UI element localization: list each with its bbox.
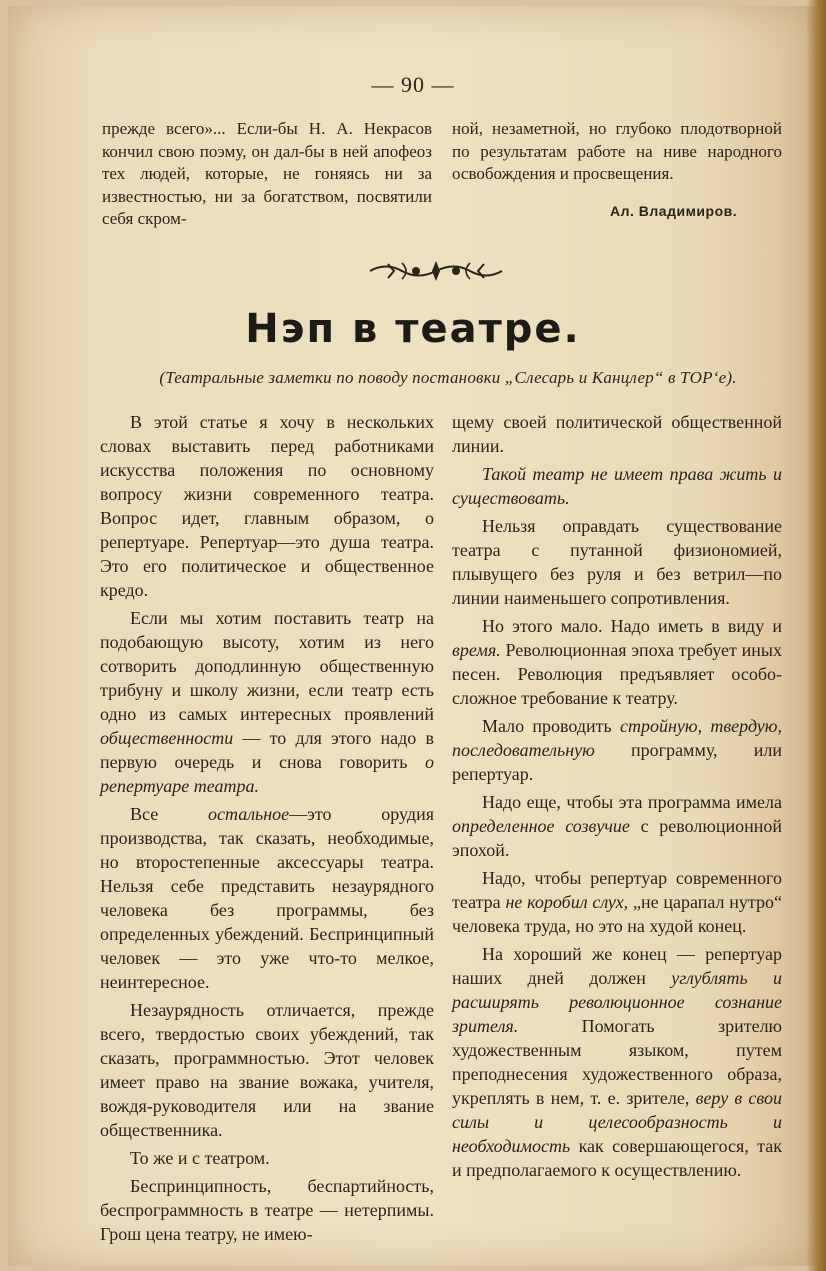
- paragraph: [452, 866, 782, 938]
- emphasis: общественности: [100, 728, 234, 748]
- author-signature: Ал. Владимиров.: [610, 203, 738, 219]
- paragraph: В этой статье я хочу в нескольких словах выставить перед работниками искусства положения по основному вопросу жизни современного театра. Вопрос идет, главным образом, о репертуаре. Репертуар—это душа театра. Это его политическое и общественное кредо.: [100, 412, 434, 600]
- text-run: с революционной эпохой.: [452, 816, 783, 860]
- text-run: Но этого мало. Надо иметь в виду и: [482, 616, 782, 636]
- page-edge: [806, 0, 826, 1271]
- paragraph: То же и с театром.: [130, 1148, 270, 1168]
- floral-divider-icon: [366, 258, 506, 284]
- text-run: Все: [130, 804, 208, 824]
- paragraph: Нельзя оправдать существование театра с путанной физиономией, плывущего без руля и без ветрил—по линии наименьшего сопротивления.: [452, 516, 782, 608]
- article-left-column: [100, 410, 434, 1250]
- text-run: Революционная эпоха требует иных песен. Революция предъявляет особо-сложное требование к театру.: [452, 640, 782, 708]
- text-run: Если мы хотим поставить театр на подобающую высоту, хотим из него сотворить доподлинную общественную трибуну и школу жизни, если театр есть одно из самых интересных проявлений: [100, 608, 434, 724]
- paragraph: [452, 790, 782, 862]
- text-run: как совершающегося, так и предполагаемого к осуществлению.: [452, 1136, 782, 1180]
- paragraph: [452, 942, 782, 1182]
- emphasis: веру в свои силы и целесообразность и необходимость: [452, 1088, 782, 1156]
- text-run: — то для этого надо в первую очередь и снова говорить: [100, 728, 434, 772]
- emphasis: о репертуаре театра.: [100, 752, 434, 796]
- emphasis: не коробил слух,: [505, 892, 629, 912]
- text-run: На хороший же конец — репертуар наших дней должен: [452, 944, 782, 988]
- top-left-column: [102, 118, 432, 231]
- paragraph: Незаурядность отличается, прежде всего, твердостью своих убеждений, так сказать, программностью. Этот человек имеет право на звание вожака, учителя, вождя-руководителя или на звание общественника.: [100, 1000, 434, 1140]
- paragraph: щему своей политической общественной линии.: [452, 412, 782, 456]
- top-left-text: прежде всего»... Если-бы Н. А. Некрасов кончил свою поэму, он дал-бы в ней апофеоз тех людей, которые, не гоняясь ни за известностью, ни за богатством, посвятили себя скром-: [102, 119, 432, 228]
- paragraph: [452, 614, 782, 710]
- emphasis: определенное созвучие: [452, 816, 630, 836]
- emphasis: стройную, твердую, последовательную: [452, 716, 782, 760]
- paragraph: Беспринципность, беспартийность, беспрограммность в театре — нетерпимы. Грош цена театру, не имею-: [100, 1176, 434, 1244]
- article-subtitle: (Театральные заметки по поводу постановки „Слесарь и Канцлер“ в ТОР‘е).: [159, 368, 737, 387]
- text-run: Мало проводить: [482, 716, 621, 736]
- text-run: Помогать зрителю художественным языком, путем преподнесения художественного образа, укреплять в нем, т. е. зрителе,: [452, 1016, 782, 1108]
- emphasis: остальное: [207, 804, 290, 824]
- text-run: Надо еще, чтобы эта программа имела: [482, 792, 782, 812]
- paragraph: [452, 714, 782, 786]
- text-run: „не царапал нутро“ человека труда, но это на худой конец.: [452, 892, 782, 936]
- top-right-text: ной, незаметной, но глубоко плодотворной по результатам работе на ниве народного освобождения и просвещения.: [452, 119, 782, 183]
- paragraph: Такой театр не имеет права жить и существовать.: [452, 464, 782, 508]
- text-run: программу, или репертуар.: [452, 740, 782, 784]
- text-run: —это орудия производства, так сказать, необходимые, но второстепенные аксессуары театра. Нельзя себе представить незаурядного человека без программы, без определенных убеждений. Беспринципный человек — это уже что-то мелкое, неинтересное.: [100, 804, 434, 992]
- emphasis: углублять и расширять революционное сознание зрителя.: [452, 968, 782, 1036]
- paragraph: [100, 606, 434, 798]
- article-right-column: [452, 410, 782, 1186]
- emphasis: время.: [452, 640, 501, 660]
- paragraph: [100, 802, 434, 994]
- article-title: Нэп в театре.: [245, 306, 581, 352]
- top-right-column: [452, 118, 782, 186]
- page-number: — 90 —: [371, 72, 455, 97]
- text-run: Надо, чтобы репертуар современного театра: [452, 868, 782, 912]
